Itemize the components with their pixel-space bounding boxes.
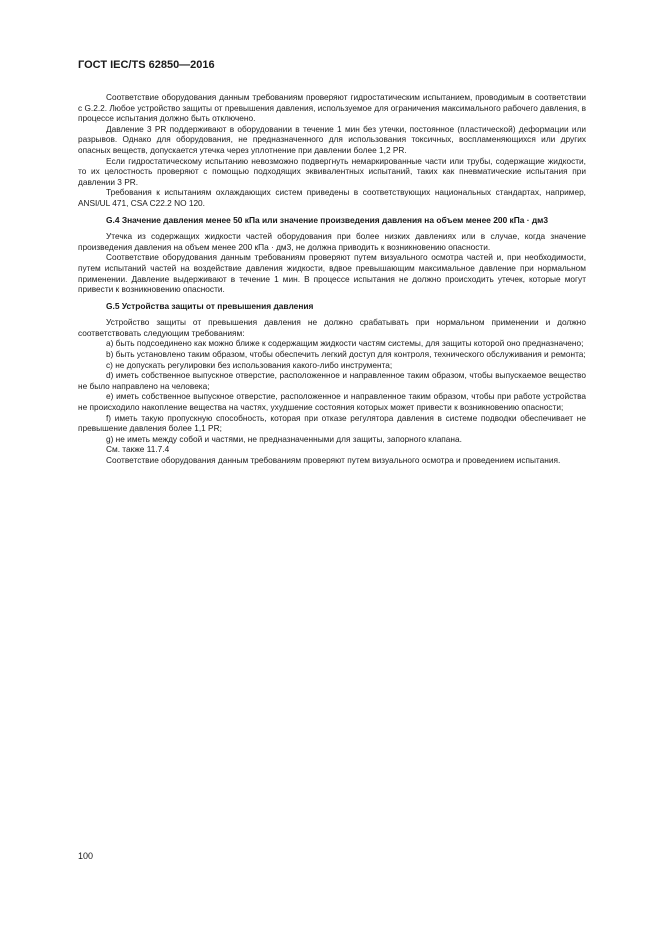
document-header: ГОСТ IEC/TS 62850—2016 [78,59,215,71]
list-item: d) иметь собственное выпускное отверстие, расположенное и направленное таким образом, чтобы выпускаемое вещество не было направлено на человека; [78,370,586,391]
paragraph: Устройство защиты от превышения давления не должно срабатывать при нормальном применении и должно соответствовать следующим требованиям: [78,317,586,338]
list-item: f) иметь такую пропускную способность, которая при отказе регулятора давления в системе подводки обеспечивает не превышение давления более 1,1 PR; [78,412,586,434]
list-item: e) иметь собственное выпускное отверстие, расположенное и направленное таким образом, чтобы при работе устройства не происходило накопление вещества на частях, ухудшение состояния которых может привести к возникновению опасности; [78,391,586,413]
page-number: 100 [78,851,94,861]
list-item: g) не иметь между собой и частями, не предназначенными для защиты, запорного клапана. [106,433,462,444]
paragraph: Утечка из содержащих жидкости частей оборудования при более низких давлениях или в случае, когда значение произведения давления на объем менее 200 кПа · дм3, не должна приводить к возникновению опасности. [78,231,586,252]
paragraph: Если гидростатическому испытанию невозможно подвергнуть немаркированные части или трубы, содержащие жидкости, то их целостность проверяют с помощью подходящих эквивалентных испытаний, таких как пневматические испытания при давлении 3 PR. [78,155,586,187]
list-item: a) быть подсоединено как можно ближе к содержащим жидкости частям системы, для защиты которой оно предназначено; [106,338,584,349]
paragraph: Соответствие оборудования данным требованиям проверяют путем визуального осмотра частей и, при необходимости, путем испытаний частей на воздействие давления жидкости, вдвое превышающим максимальное давление при нормальном применении. Давление выдерживают в течение 1 мин. В процессе испытания не должно происходить утечек, которые могут привести к возникновению опасности. [78,252,586,295]
paragraph: Соответствие оборудования данным требованиям проверяют путем визуального осмотра и проведением испытания. [106,455,561,465]
list-item: b) быть установлено таким образом, чтобы обеспечить легкий доступ для контроля, технического обслуживания и ремонта; [106,349,586,360]
document-body [78,92,586,466]
cross-reference: См. также 11.7.4 [106,444,170,455]
paragraph: Давление 3 PR поддерживают в оборудовании в течение 1 мин без утечки, постоянное (пластической) деформации или разрывов. Однако для оборудования, не предназначенного для использования токсичных, воспламеняющихся или других опасных веществ, допускается утечка через уплотнение при давлении более 1,2 PR. [78,123,586,155]
paragraph: Требования к испытаниям охлаждающих систем приведены в соответствующих национальных стандартах, например, ANSI/UL 471, CSA C22.2 NO 120. [78,187,586,208]
paragraph: Соответствие оборудования данным требованиям проверяют гидростатическим испытанием, проводимым в соответствии с G.2.2. Любое устройство защиты от превышения давления, используемое для ограничения максимального рабочего давления, в процессе испытания должно быть отключено. [78,92,586,124]
section-heading-g4: G.4 Значение давления менее 50 кПа или значение произведения давления на объем менее 200 кПа · дм3 [106,214,549,225]
list-item: c) не допускать регулировки без использования какого-либо инструмента; [106,359,393,370]
section-heading-g5: G.5 Устройства защиты от превышения давления [106,300,314,311]
